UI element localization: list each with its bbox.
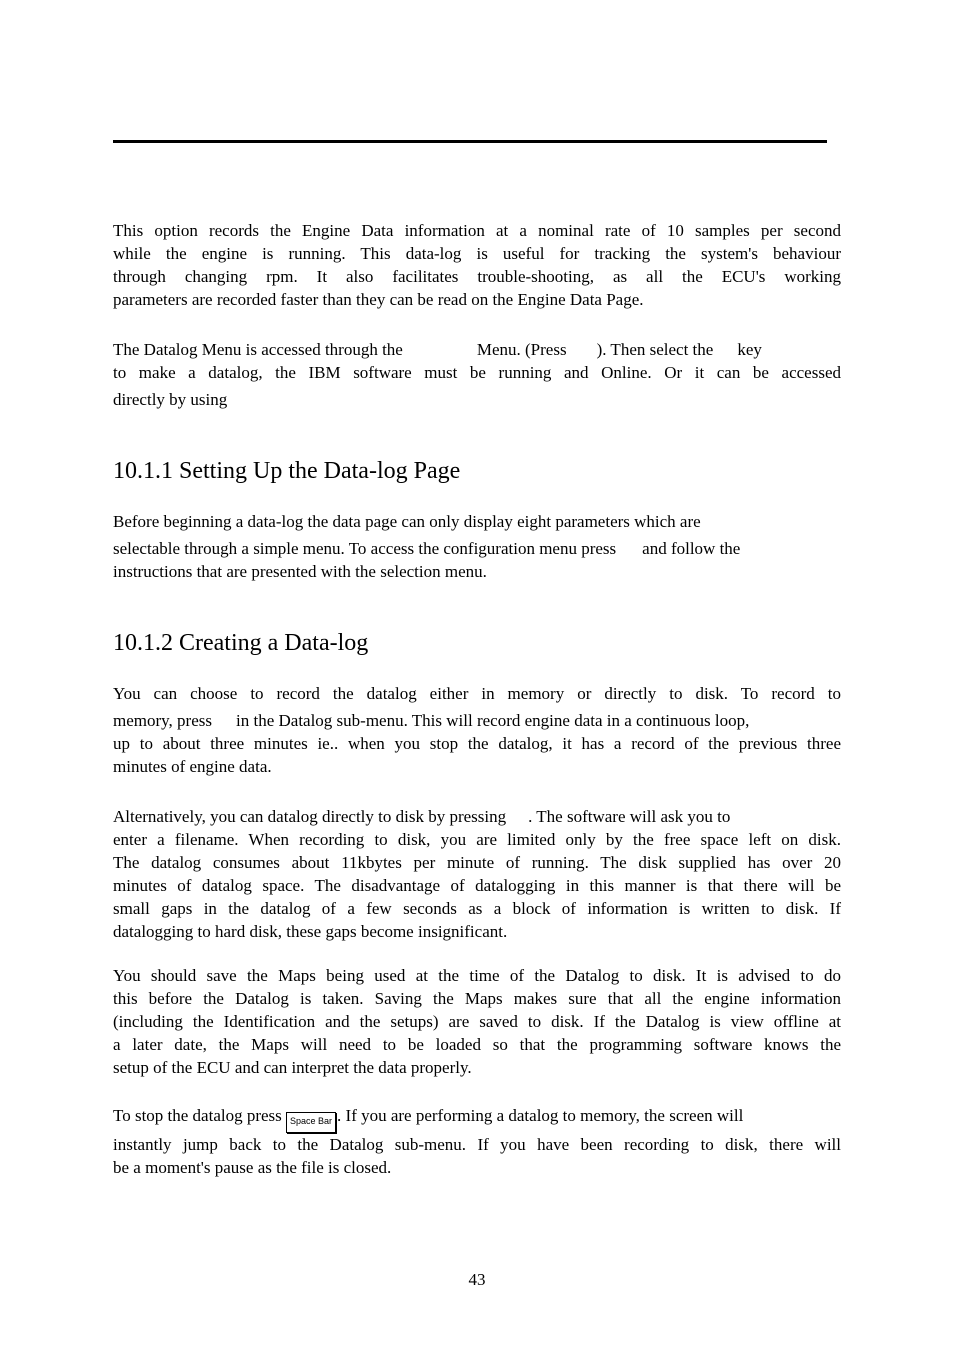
text-line [113, 709, 841, 732]
text-fragment: Alternatively, you can datalog directly to disk by pressing [113, 807, 507, 826]
text-line: This option records the Engine Data information at a nominal rate of 10 samples per second [113, 221, 841, 240]
text-line: (including the Identification and the setups) are saved to disk. If the Datalog is view offline at [113, 1012, 841, 1031]
text-line: setup of the ECU and can interpret the data properly. [113, 1058, 472, 1077]
access-paragraph [113, 338, 841, 411]
stop-paragraph [113, 1104, 841, 1179]
text-line: datalogging to hard disk, these gaps become insignificant. [113, 922, 508, 941]
text-line: You should save the Maps being used at the time of the Datalog to disk. It is advised to do [113, 966, 841, 985]
text-line: minutes of datalog space. The disadvantage of datalogging in this manner is that there will be [113, 876, 841, 895]
text-line: The datalog consumes about 11kbytes per minute of running. The disk supplied has over 20 [113, 853, 841, 872]
text-line: a later date, the Maps will need to be loaded so that the programming software knows the [113, 1035, 841, 1054]
disk-paragraph [113, 805, 841, 943]
text-line: instantly jump back to the Datalog sub-menu. If you have been recording to disk, there will [113, 1135, 841, 1154]
setup-paragraph [113, 510, 841, 583]
text-line: minutes of engine data. [113, 757, 272, 776]
text-line: parameters are recorded faster than they can be read on the Engine Data Page. [113, 290, 644, 309]
text-fragment: . If you are performing a datalog to memory, the screen will [337, 1106, 744, 1125]
header-rule [113, 140, 827, 143]
text-fragment: ). Then select the [596, 340, 714, 359]
text-fragment: and follow the [642, 539, 741, 558]
text-line: You can choose to record the datalog either in memory or directly to disk. To record to [113, 684, 841, 703]
text-line: this before the Datalog is taken. Saving the Maps makes sure that all the engine information [113, 989, 841, 1008]
intro-paragraph [113, 219, 841, 311]
text-fragment: Menu. (Press [476, 340, 567, 359]
text-fragment: in the Datalog sub-menu. This will record engine data in a continuous loop, [236, 711, 750, 730]
text-line: directly by using [113, 390, 228, 409]
text-line [113, 537, 841, 560]
text-line: be a moment's pause as the file is closed. [113, 1158, 392, 1177]
text-line: instructions that are presented with the selection menu. [113, 562, 487, 581]
memory-paragraph [113, 682, 841, 778]
section-heading-setup: 10.1.1 Setting Up the Data-log Page [113, 458, 461, 484]
text-fragment: The Datalog Menu is accessed through the [113, 340, 403, 359]
text-line: Before beginning a data-log the data page can only display eight parameters which are [113, 512, 701, 531]
page-number: 43 [468, 1270, 486, 1289]
text-line: while the engine is running. This data-log is useful for tracking the system's behaviour [113, 244, 841, 263]
text-line: through changing rpm. It also facilitates trouble-shooting, as all the ECU's working [113, 267, 841, 286]
text-line: up to about three minutes ie.. when you stop the datalog, it has a record of the previous three [113, 734, 841, 753]
text-fragment: . The software will ask you to [528, 807, 731, 826]
text-line [113, 1104, 841, 1133]
text-fragment: selectable through a simple menu. To access the configuration menu press [113, 539, 617, 558]
text-fragment: memory, press [113, 711, 212, 730]
text-fragment: To stop the datalog press [113, 1106, 282, 1125]
text-line: enter a filename. When recording to disk, you are limited only by the free space left on disk. [113, 830, 841, 849]
section-heading-create: 10.1.2 Creating a Data-log [113, 630, 369, 656]
space-bar-key-icon: Space Bar [286, 1112, 336, 1133]
text-line: to make a datalog, the IBM software must be running and Online. Or it can be accessed [113, 363, 841, 382]
text-line: small gaps in the datalog of a few seconds as a block of information is written to disk. If [113, 899, 841, 918]
text-fragment: key [737, 340, 762, 359]
text-line [113, 805, 841, 828]
save-maps-paragraph [113, 964, 841, 1079]
text-line [113, 338, 841, 361]
